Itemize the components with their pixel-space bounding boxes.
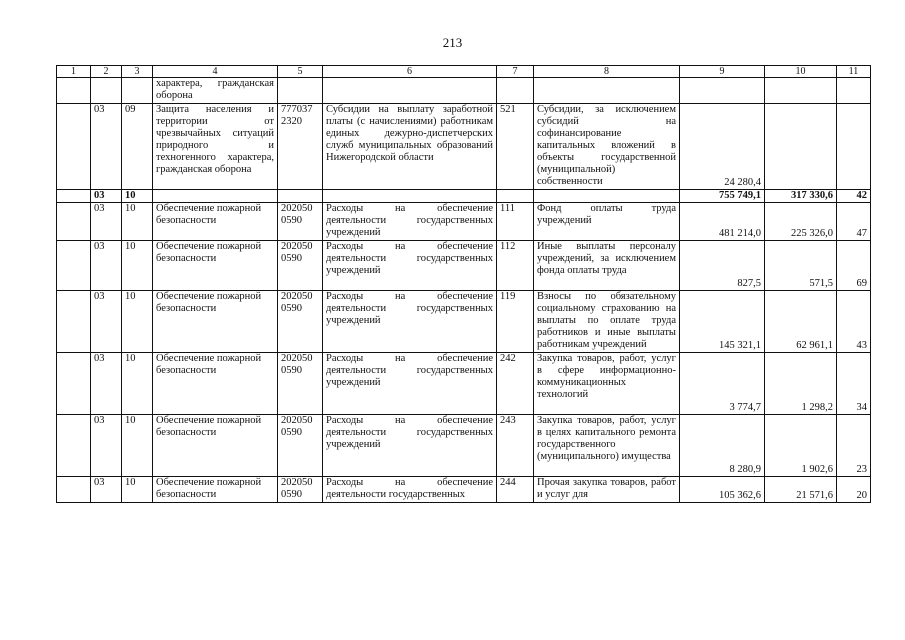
cell-actual: 21 571,6 bbox=[765, 477, 837, 503]
header-cell: 9 bbox=[680, 66, 765, 78]
cell-actual: 1 298,2 bbox=[765, 353, 837, 415]
cell-percent: 23 bbox=[837, 415, 871, 477]
cell-program-name: Обеспечение пожарной безопасности bbox=[153, 291, 278, 353]
cell-kvr-name bbox=[534, 78, 680, 104]
cell-section: 03 bbox=[91, 353, 122, 415]
cell-subsection: 09 bbox=[122, 104, 153, 190]
cell-subsection: 10 bbox=[122, 291, 153, 353]
cell-target-code: 202050 0590 bbox=[278, 353, 323, 415]
cell-expense-name bbox=[323, 190, 497, 203]
cell-actual: 225 326,0 bbox=[765, 203, 837, 241]
table-row bbox=[57, 353, 871, 415]
cell-percent bbox=[837, 78, 871, 104]
table-row bbox=[57, 78, 871, 104]
cell-percent: 42 bbox=[837, 190, 871, 203]
cell-kvr-name: Взносы по обязательному социальному страхованию на выплаты по оплате труда работников и иные выплаты работникам учреждений bbox=[534, 291, 680, 353]
header-cell: 4 bbox=[153, 66, 278, 78]
cell-col1 bbox=[57, 353, 91, 415]
cell-percent: 69 bbox=[837, 241, 871, 291]
cell-section bbox=[91, 78, 122, 104]
cell-actual: 62 961,1 bbox=[765, 291, 837, 353]
table-row bbox=[57, 477, 871, 503]
cell-plan: 755 749,1 bbox=[680, 190, 765, 203]
cell-plan: 8 280,9 bbox=[680, 415, 765, 477]
cell-target-code bbox=[278, 190, 323, 203]
cell-section: 03 bbox=[91, 415, 122, 477]
cell-col1 bbox=[57, 104, 91, 190]
cell-col1 bbox=[57, 477, 91, 503]
cell-subsection: 10 bbox=[122, 190, 153, 203]
cell-percent: 20 bbox=[837, 477, 871, 503]
cell-kvr: 119 bbox=[497, 291, 534, 353]
cell-actual: 571,5 bbox=[765, 241, 837, 291]
cell-kvr-name: Фонд оплаты труда учреждений bbox=[534, 203, 680, 241]
cell-target-code bbox=[278, 78, 323, 104]
header-cell: 3 bbox=[122, 66, 153, 78]
cell-plan: 145 321,1 bbox=[680, 291, 765, 353]
cell-section: 03 bbox=[91, 291, 122, 353]
cell-kvr bbox=[497, 78, 534, 104]
cell-plan: 827,5 bbox=[680, 241, 765, 291]
header-cell: 5 bbox=[278, 66, 323, 78]
cell-section: 03 bbox=[91, 104, 122, 190]
cell-plan: 24 280,4 bbox=[680, 104, 765, 190]
cell-kvr: 242 bbox=[497, 353, 534, 415]
cell-target-code: 202050 0590 bbox=[278, 291, 323, 353]
cell-kvr: 521 bbox=[497, 104, 534, 190]
cell-kvr-name: Закупка товаров, работ, услуг в целях капитального ремонта государственного (муниципального) имущества bbox=[534, 415, 680, 477]
cell-target-code: 202050 0590 bbox=[278, 477, 323, 503]
table-row bbox=[57, 203, 871, 241]
cell-subsection: 10 bbox=[122, 241, 153, 291]
cell-expense-name: Расходы на обеспечение деятельности государственных bbox=[323, 477, 497, 503]
cell-subsection bbox=[122, 78, 153, 104]
cell-kvr-name: Субсидии, за исключением субсидий на софинансирование капитальных вложений в объекты государственной (муниципальной) собственности bbox=[534, 104, 680, 190]
cell-section: 03 bbox=[91, 203, 122, 241]
cell-subsection: 10 bbox=[122, 415, 153, 477]
cell-plan: 105 362,6 bbox=[680, 477, 765, 503]
budget-table bbox=[56, 65, 871, 503]
cell-subsection: 10 bbox=[122, 353, 153, 415]
cell-target-code: 202050 0590 bbox=[278, 241, 323, 291]
cell-kvr-name: Иные выплаты персоналу учреждений, за исключением фонда оплаты труда bbox=[534, 241, 680, 291]
header-cell: 10 bbox=[765, 66, 837, 78]
cell-section: 03 bbox=[91, 241, 122, 291]
cell-actual: 1 902,6 bbox=[765, 415, 837, 477]
header-cell: 2 bbox=[91, 66, 122, 78]
cell-percent: 43 bbox=[837, 291, 871, 353]
cell-program-name: Обеспечение пожарной безопасности bbox=[153, 353, 278, 415]
cell-expense-name: Расходы на обеспечение деятельности государственных учреждений bbox=[323, 241, 497, 291]
cell-expense-name: Субсидии на выплату заработной платы (с начислениями) работникам единых дежурно-диспетчерских служб муниципальных образований Нижегородской области bbox=[323, 104, 497, 190]
cell-col1 bbox=[57, 241, 91, 291]
cell-target-code: 777037 2320 bbox=[278, 104, 323, 190]
cell-subsection: 10 bbox=[122, 477, 153, 503]
cell-program-name bbox=[153, 190, 278, 203]
cell-expense-name: Расходы на обеспечение деятельности государственных учреждений bbox=[323, 203, 497, 241]
table-row bbox=[57, 104, 871, 190]
table-row bbox=[57, 291, 871, 353]
cell-expense-name: Расходы на обеспечение деятельности государственных учреждений bbox=[323, 291, 497, 353]
cell-col1 bbox=[57, 78, 91, 104]
cell-plan: 481 214,0 bbox=[680, 203, 765, 241]
cell-kvr-name bbox=[534, 190, 680, 203]
cell-expense-name bbox=[323, 78, 497, 104]
cell-actual: 317 330,6 bbox=[765, 190, 837, 203]
cell-plan bbox=[680, 78, 765, 104]
cell-program-name: Обеспечение пожарной безопасности bbox=[153, 415, 278, 477]
cell-kvr-name: Закупка товаров, работ, услуг в сфере информационно-коммуникационных технологий bbox=[534, 353, 680, 415]
cell-section: 03 bbox=[91, 477, 122, 503]
cell-kvr-name: Прочая закупка товаров, работ и услуг для bbox=[534, 477, 680, 503]
cell-actual bbox=[765, 104, 837, 190]
cell-program-name: характера, гражданская оборона bbox=[153, 78, 278, 104]
cell-program-name: Обеспечение пожарной безопасности bbox=[153, 241, 278, 291]
cell-percent: 34 bbox=[837, 353, 871, 415]
cell-subsection: 10 bbox=[122, 203, 153, 241]
cell-percent: 47 bbox=[837, 203, 871, 241]
cell-expense-name: Расходы на обеспечение деятельности государственных учреждений bbox=[323, 353, 497, 415]
cell-target-code: 202050 0590 bbox=[278, 203, 323, 241]
cell-target-code: 202050 0590 bbox=[278, 415, 323, 477]
cell-plan: 3 774,7 bbox=[680, 353, 765, 415]
cell-actual bbox=[765, 78, 837, 104]
cell-col1 bbox=[57, 190, 91, 203]
cell-program-name: Обеспечение пожарной безопасности bbox=[153, 203, 278, 241]
cell-kvr: 243 bbox=[497, 415, 534, 477]
cell-percent bbox=[837, 104, 871, 190]
cell-kvr: 112 bbox=[497, 241, 534, 291]
cell-col1 bbox=[57, 291, 91, 353]
cell-kvr bbox=[497, 190, 534, 203]
header-cell: 1 bbox=[57, 66, 91, 78]
cell-expense-name: Расходы на обеспечение деятельности государственных учреждений bbox=[323, 415, 497, 477]
header-cell: 8 bbox=[534, 66, 680, 78]
page-number: 213 bbox=[442, 35, 463, 50]
table-row bbox=[57, 415, 871, 477]
cell-program-name: Защита населения и территории от чрезвычайных ситуаций природного и техногенного характера, гражданская оборона bbox=[153, 104, 278, 190]
cell-kvr: 111 bbox=[497, 203, 534, 241]
cell-section: 03 bbox=[91, 190, 122, 203]
header-cell: 7 bbox=[497, 66, 534, 78]
header-row bbox=[57, 66, 871, 78]
table-row bbox=[57, 241, 871, 291]
cell-col1 bbox=[57, 415, 91, 477]
cell-kvr: 244 bbox=[497, 477, 534, 503]
subtotal-row bbox=[57, 190, 871, 203]
cell-col1 bbox=[57, 203, 91, 241]
header-cell: 6 bbox=[323, 66, 497, 78]
cell-program-name: Обеспечение пожарной безопасности bbox=[153, 477, 278, 503]
header-cell: 11 bbox=[837, 66, 871, 78]
